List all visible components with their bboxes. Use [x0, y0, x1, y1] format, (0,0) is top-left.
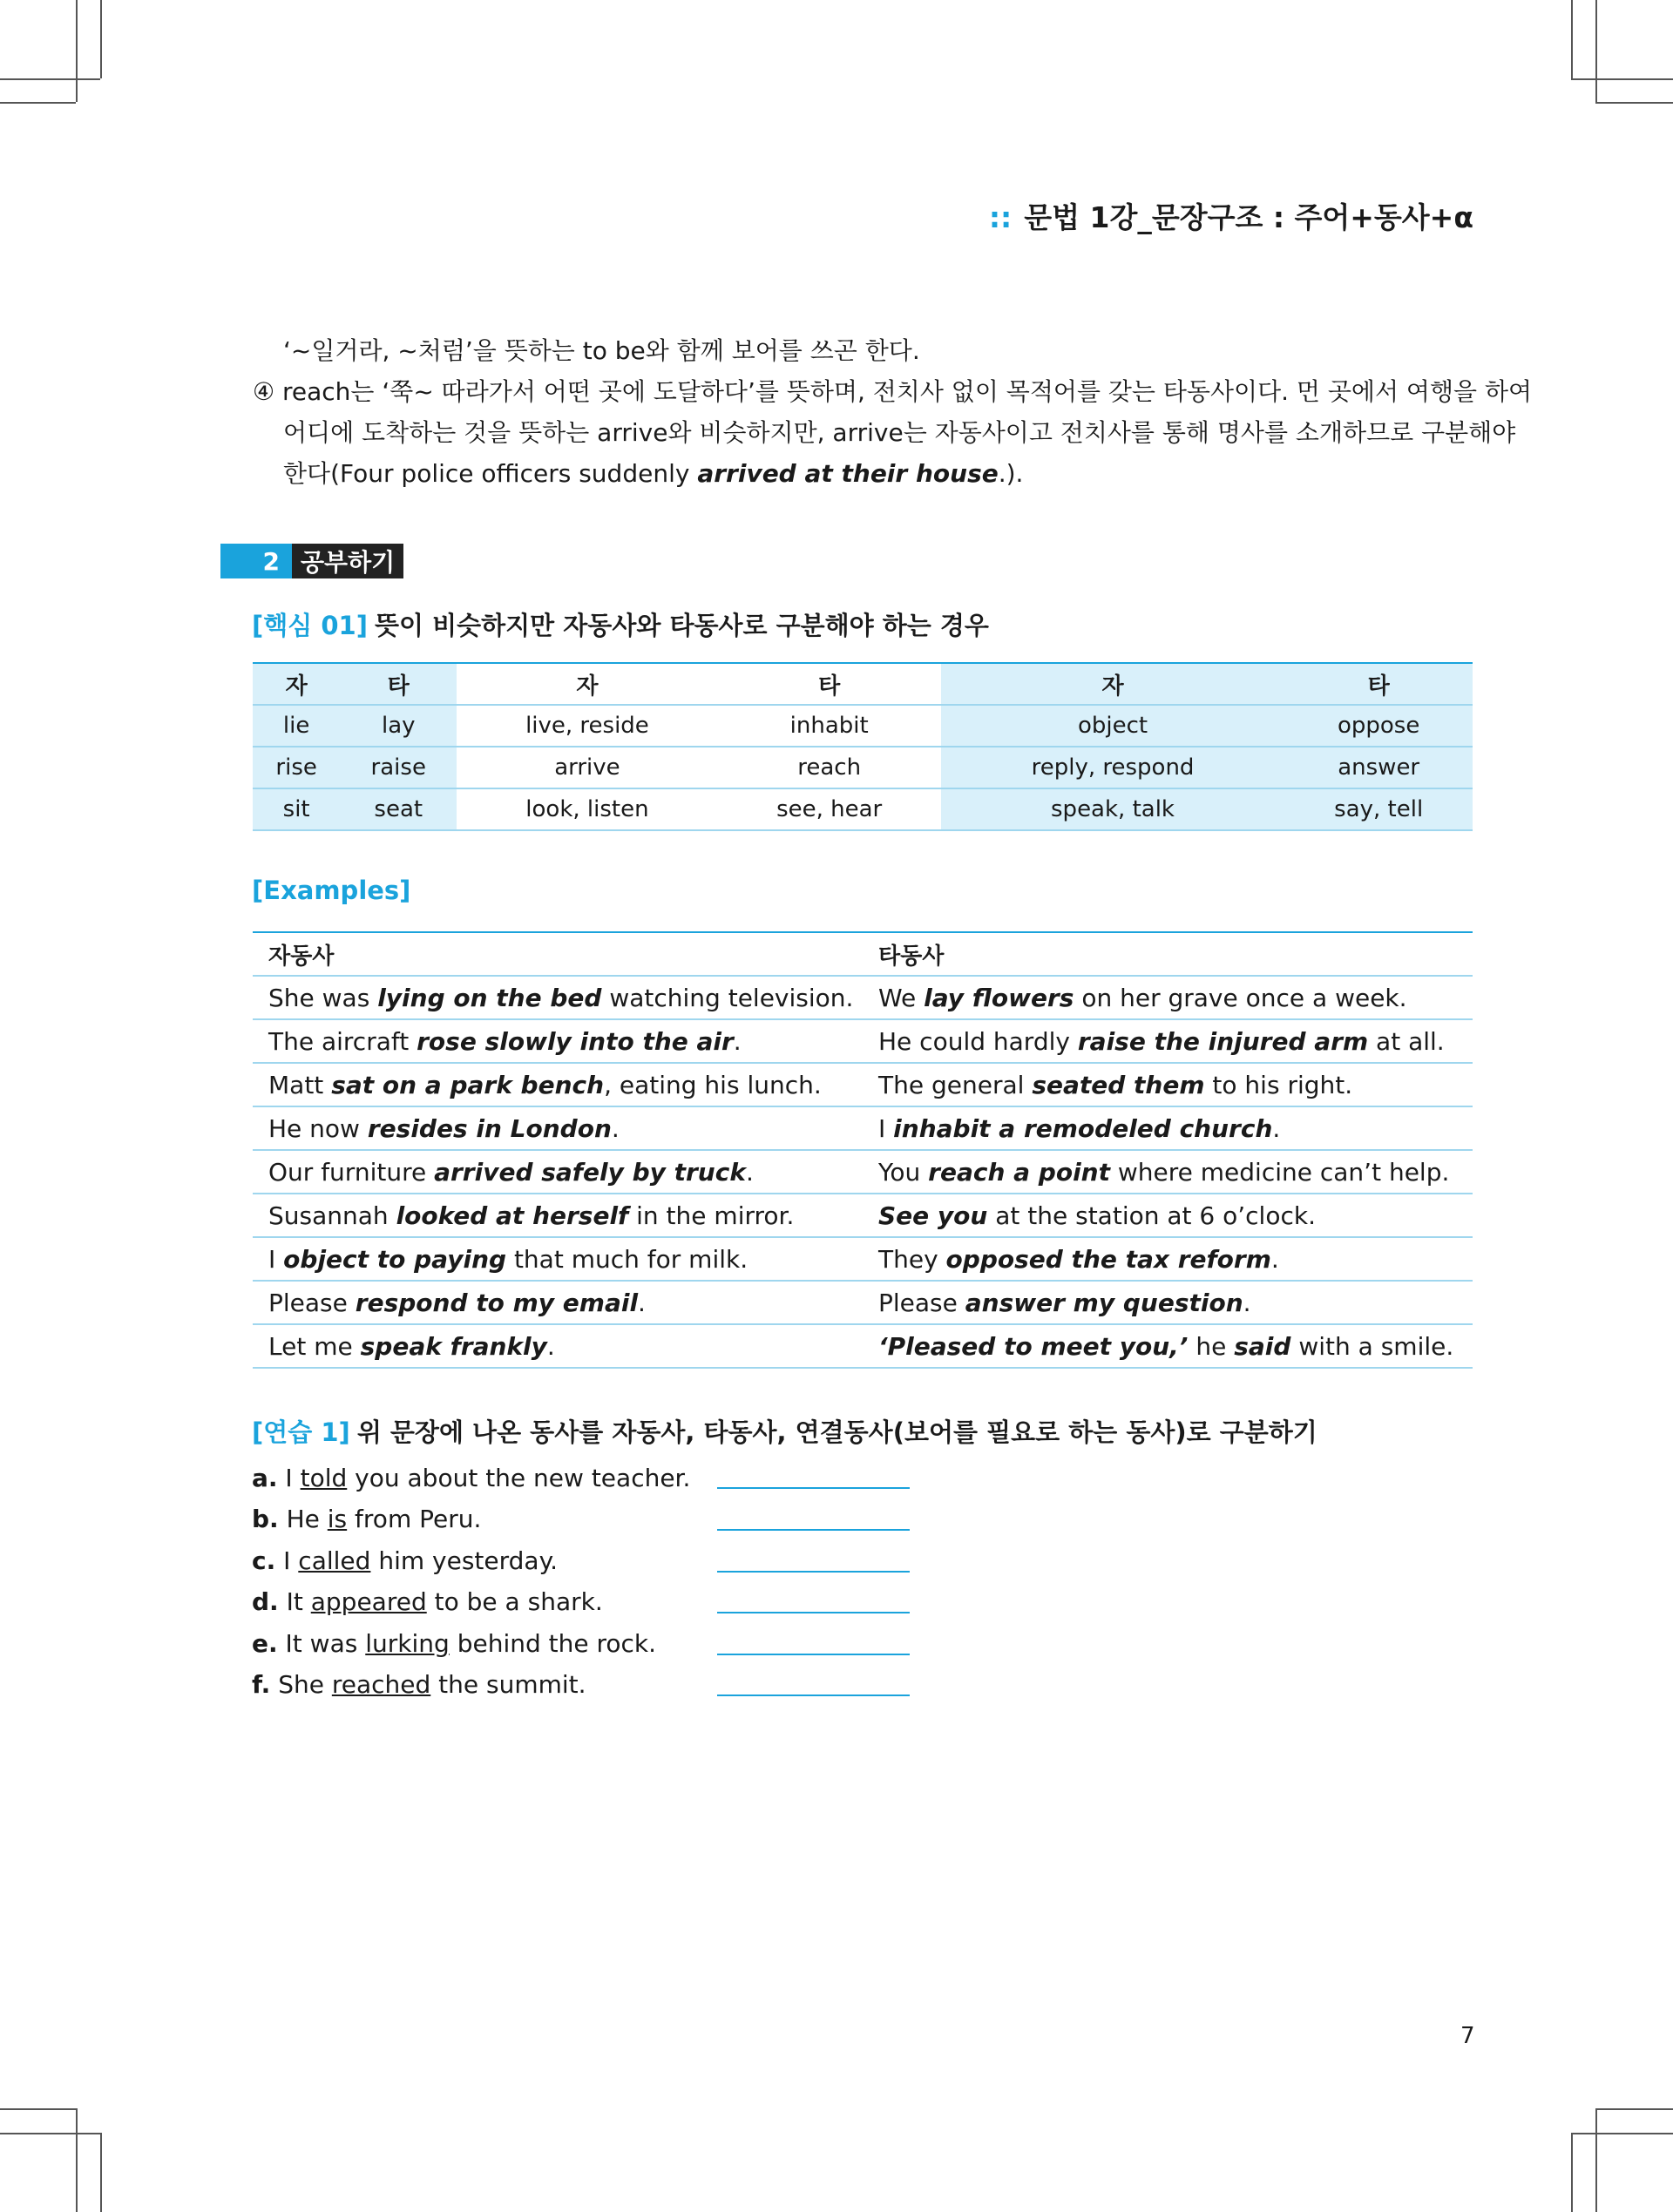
answer-blank[interactable]	[717, 1487, 910, 1489]
crop-mark	[100, 0, 102, 78]
crop-mark	[1595, 0, 1597, 102]
table-row	[253, 1281, 1473, 1324]
crop-mark	[0, 78, 100, 80]
table-cell: rise	[253, 747, 340, 788]
table-cell: oppose	[1284, 705, 1473, 747]
table-row	[253, 1106, 1473, 1150]
core-title: 뜻이 비슷하지만 자동사와 타동사로 구분해야 하는 경우	[375, 611, 989, 640]
table-cell: reply, respond	[941, 747, 1285, 788]
table-cell: Our furniture arrived safely by truck.	[253, 1150, 863, 1194]
crop-mark	[100, 2133, 102, 2212]
intro-line-3: 어디에 도착하는 것을 뜻하는 arrive와 비슷하지만, arrive는 자동사이고 전치사를 통해 명사를 소개하므로 구분해야	[283, 418, 1516, 447]
table-cell: Matt sat on a park bench, eating his lunch.	[253, 1063, 863, 1106]
table-row	[253, 976, 1473, 1019]
table-cell: see, hear	[718, 788, 941, 830]
table-cell: live, reside	[457, 705, 717, 747]
table-cell: seat	[340, 788, 457, 830]
table-cell: Please answer my question.	[863, 1281, 1473, 1324]
table-row	[253, 1324, 1473, 1368]
table-cell: The aircraft rose slowly into the air.	[253, 1019, 863, 1063]
header-dots-icon: ::	[988, 200, 1013, 234]
intro-line-1: ‘~일거라, ~처럼’을 뜻하는 to be와 함께 보어를 쓰곤 한다.	[283, 336, 920, 365]
running-header	[989, 195, 1473, 236]
table-cell: She was lying on the bed watching television.	[253, 976, 863, 1019]
table-cell: reach	[718, 747, 941, 788]
table-cell: They opposed the tax reform.	[863, 1237, 1473, 1281]
table-cell: I object to paying that much for milk.	[253, 1237, 863, 1281]
crop-mark	[0, 2133, 100, 2134]
table-cell: object	[941, 705, 1285, 747]
answer-blank[interactable]	[717, 1654, 910, 1655]
table-cell: arrive	[457, 747, 717, 788]
table-cell: raise	[340, 747, 457, 788]
core-tag: [핵심 01]	[252, 611, 368, 640]
table-row	[253, 1194, 1473, 1237]
table-row	[253, 788, 1473, 830]
crop-mark	[1595, 102, 1673, 104]
table-cell: He could hardly raise the injured arm at all.	[863, 1019, 1473, 1063]
table-cell: say, tell	[1284, 788, 1473, 830]
table-cell: sit	[253, 788, 340, 830]
exercise-item: f. She reached the summit.	[252, 1670, 586, 1699]
answer-blank[interactable]	[717, 1612, 910, 1613]
section-number: 2	[220, 544, 292, 578]
table-header-cell: 자	[941, 663, 1285, 705]
verb-pair-table	[253, 662, 1473, 831]
table-cell: We lay flowers on her grave once a week.	[863, 976, 1473, 1019]
table-row	[253, 1237, 1473, 1281]
crop-mark	[1571, 0, 1573, 78]
crop-mark	[0, 2108, 76, 2110]
table-row	[253, 1150, 1473, 1194]
table-header-cell: 타동사	[863, 932, 1473, 976]
table-row	[253, 1063, 1473, 1106]
table-cell: See you at the station at 6 o’clock.	[863, 1194, 1473, 1237]
table-row	[253, 747, 1473, 788]
crop-mark	[1571, 2133, 1573, 2212]
exercise-item: d. It appeared to be a shark.	[252, 1587, 603, 1616]
exercise-item: c. I called him yesterday.	[252, 1546, 559, 1575]
intro-line-4	[253, 453, 1503, 494]
table-cell: I inhabit a remodeled church.	[863, 1106, 1473, 1150]
table-header-cell: 타	[718, 663, 941, 705]
intro-line-2: ④ reach는 ‘쭉~ 따라가서 어떤 곳에 도달하다’를 뜻하며, 전치사 없이 목적어를 갖는 타동사이다. 먼 곳에서 여행을 하여	[253, 377, 1533, 406]
crop-mark	[1571, 78, 1673, 80]
crop-mark	[1571, 2133, 1673, 2134]
intro-text: .).	[998, 459, 1024, 488]
table-cell: look, listen	[457, 788, 717, 830]
exercise-item: e. It was lurking behind the rock.	[252, 1629, 657, 1658]
practice-title: 위 문장에 나온 동사를 자동사, 타동사, 연결동사(보어를 필요로 하는 동사)로 구분하기	[356, 1417, 1317, 1447]
table-header-cell: 자동사	[253, 932, 863, 976]
table-cell: Let me speak frankly.	[253, 1324, 863, 1368]
intro-text: 한다(Four police officers suddenly	[283, 459, 698, 488]
table-header-row	[253, 932, 1473, 976]
table-cell: answer	[1284, 747, 1473, 788]
crop-mark	[76, 2108, 78, 2212]
crop-mark	[0, 102, 76, 104]
answer-blank[interactable]	[717, 1529, 910, 1531]
intro-emphasis: arrived at their house	[697, 459, 999, 488]
core-heading	[252, 606, 989, 642]
section-label: 공부하기	[292, 544, 403, 578]
exercise-item: a. I told you about the new teacher.	[252, 1464, 691, 1492]
table-cell: You reach a point where medicine can’t help.	[863, 1150, 1473, 1194]
table-cell: ‘Pleased to meet you,’ he said with a smile.	[863, 1324, 1473, 1368]
table-header-row	[253, 663, 1473, 705]
table-cell: lay	[340, 705, 457, 747]
table-cell: speak, talk	[941, 788, 1285, 830]
table-cell: lie	[253, 705, 340, 747]
table-header-cell: 자	[457, 663, 717, 705]
crop-mark	[1595, 2108, 1597, 2212]
table-cell: The general seated them to his right.	[863, 1063, 1473, 1106]
table-header-cell: 타	[1284, 663, 1473, 705]
answer-blank[interactable]	[717, 1695, 910, 1696]
answer-blank[interactable]	[717, 1571, 910, 1573]
practice-tag: [연습 1]	[252, 1417, 350, 1447]
practice-heading	[252, 1413, 1317, 1449]
table-cell: inhabit	[718, 705, 941, 747]
table-header-cell: 타	[340, 663, 457, 705]
table-cell: Susannah looked at herself in the mirror.	[253, 1194, 863, 1237]
crop-mark	[76, 0, 78, 102]
table-header-cell: 자	[253, 663, 340, 705]
examples-table	[253, 931, 1473, 1369]
header-title: 문법 1강_문장구조 : 주어+동사+α	[1024, 200, 1473, 234]
section-bar	[220, 544, 403, 578]
exercise-item: b. He is from Peru.	[252, 1505, 482, 1533]
page-number: 7	[1460, 2023, 1475, 2049]
table-cell: Please respond to my email.	[253, 1281, 863, 1324]
examples-label: [Examples]	[252, 876, 411, 905]
table-row	[253, 705, 1473, 747]
crop-mark	[1595, 2108, 1673, 2110]
table-cell: He now resides in London.	[253, 1106, 863, 1150]
table-row	[253, 1019, 1473, 1063]
